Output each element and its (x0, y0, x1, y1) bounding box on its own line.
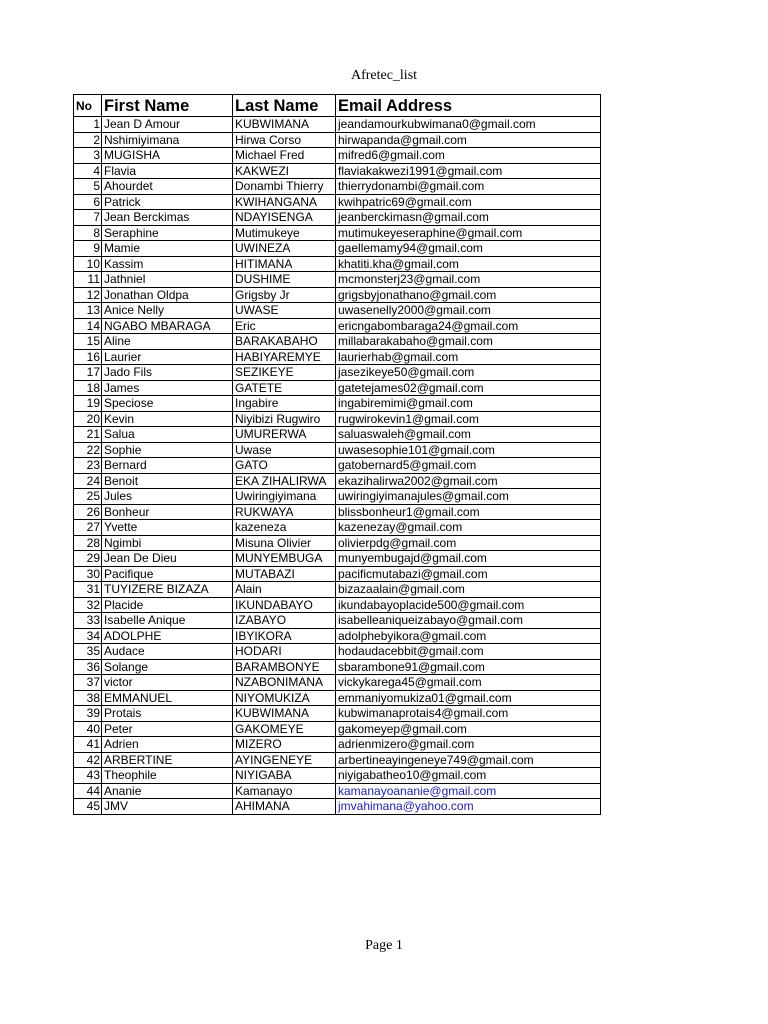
cell-email: niyigabatheo10@gmail.com (336, 768, 601, 784)
cell-email: uwiringiyimanajules@gmail.com (336, 489, 601, 505)
cell-last-name: MIZERO (233, 737, 336, 753)
table-row (74, 163, 601, 179)
cell-no: 9 (74, 241, 102, 257)
cell-email: bizazaalain@gmail.com (336, 582, 601, 598)
cell-email: uwasenelly2000@gmail.com (336, 303, 601, 319)
cell-last-name: Uwase (233, 442, 336, 458)
cell-email: jeanberckimasn@gmail.com (336, 210, 601, 226)
cell-last-name: KUBWIMANA (233, 117, 336, 133)
cell-email: mcmonsterj23@gmail.com (336, 272, 601, 288)
cell-email: adolphebyikora@gmail.com (336, 628, 601, 644)
cell-email: gatetejames02@gmail.com (336, 380, 601, 396)
table-row (74, 117, 601, 133)
cell-last-name: BARAKABAHO (233, 334, 336, 350)
table-row (74, 442, 601, 458)
cell-last-name: UMURERWA (233, 427, 336, 443)
cell-no: 20 (74, 411, 102, 427)
cell-first-name: James (102, 380, 233, 396)
cell-last-name: Mutimukeye (233, 225, 336, 241)
cell-email: ericngabombaraga24@gmail.com (336, 318, 601, 334)
table-row (74, 132, 601, 148)
cell-first-name: JMV (102, 799, 233, 815)
cell-email: emmaniyomukiza01@gmail.com (336, 690, 601, 706)
table-row (74, 272, 601, 288)
table-row (74, 318, 601, 334)
cell-no: 7 (74, 210, 102, 226)
cell-no: 24 (74, 473, 102, 489)
cell-last-name: SEZIKEYE (233, 365, 336, 381)
table-row (74, 566, 601, 582)
cell-first-name: victor (102, 675, 233, 691)
table-row (74, 256, 601, 272)
table-row (74, 582, 601, 598)
cell-no: 25 (74, 489, 102, 505)
cell-last-name: DUSHIME (233, 272, 336, 288)
cell-no: 33 (74, 613, 102, 629)
cell-first-name: Flavia (102, 163, 233, 179)
cell-last-name: EKA ZIHALIRWA (233, 473, 336, 489)
cell-first-name: Seraphine (102, 225, 233, 241)
table-row (74, 737, 601, 753)
cell-no: 5 (74, 179, 102, 195)
cell-no: 11 (74, 272, 102, 288)
cell-no: 8 (74, 225, 102, 241)
cell-email: laurierhab@gmail.com (336, 349, 601, 365)
cell-no: 34 (74, 628, 102, 644)
cell-first-name: Kassim (102, 256, 233, 272)
cell-no: 13 (74, 303, 102, 319)
cell-last-name: Donambi Thierry (233, 179, 336, 195)
table-row (74, 659, 601, 675)
cell-first-name: ARBERTINE (102, 752, 233, 768)
cell-last-name: Hirwa Corso (233, 132, 336, 148)
cell-first-name: Adrien (102, 737, 233, 753)
cell-email: sbarambone91@gmail.com (336, 659, 601, 675)
table-row (74, 380, 601, 396)
contact-table (73, 94, 601, 815)
table-row (74, 504, 601, 520)
table-row (74, 179, 601, 195)
cell-email: rugwirokevin1@gmail.com (336, 411, 601, 427)
cell-last-name: UWINEZA (233, 241, 336, 257)
table-row (74, 644, 601, 660)
cell-email: gatobernard5@gmail.com (336, 458, 601, 474)
table-row (74, 721, 601, 737)
cell-first-name: Jean Berckimas (102, 210, 233, 226)
table-row (74, 194, 601, 210)
cell-last-name: MUNYEMBUGA (233, 551, 336, 567)
table-row (74, 148, 601, 164)
cell-first-name: Salua (102, 427, 233, 443)
cell-email: ikundabayoplacide500@gmail.com (336, 597, 601, 613)
cell-last-name: NIYOMUKIZA (233, 690, 336, 706)
cell-first-name: Speciose (102, 396, 233, 412)
cell-no: 23 (74, 458, 102, 474)
cell-first-name: Jado Fils (102, 365, 233, 381)
table-row (74, 427, 601, 443)
cell-email: olivierpdg@gmail.com (336, 535, 601, 551)
cell-first-name: Jean De Dieu (102, 551, 233, 567)
cell-last-name: Eric (233, 318, 336, 334)
header-no: No (74, 95, 102, 117)
cell-first-name: Mamie (102, 241, 233, 257)
cell-email: hirwapanda@gmail.com (336, 132, 601, 148)
cell-last-name: NZABONIMANA (233, 675, 336, 691)
table-header-row (74, 95, 601, 117)
cell-last-name: Kamanayo (233, 783, 336, 799)
cell-last-name: AYINGENEYE (233, 752, 336, 768)
cell-email: arbertineayingeneye749@gmail.com (336, 752, 601, 768)
cell-no: 16 (74, 349, 102, 365)
document-title: Afretec_list (350, 68, 418, 83)
cell-email: vickykarega45@gmail.com (336, 675, 601, 691)
header-first-name: First Name (102, 95, 233, 117)
cell-last-name: NIYIGABA (233, 768, 336, 784)
table-row (74, 799, 601, 815)
cell-no: 2 (74, 132, 102, 148)
table-row (74, 613, 601, 629)
table-row (74, 690, 601, 706)
table-row (74, 365, 601, 381)
page-number: Page 1 (365, 938, 403, 953)
cell-no: 42 (74, 752, 102, 768)
cell-last-name: Misuna Olivier (233, 535, 336, 551)
cell-first-name: Aline (102, 334, 233, 350)
cell-last-name: UWASE (233, 303, 336, 319)
cell-last-name: GAKOMEYE (233, 721, 336, 737)
table-row (74, 551, 601, 567)
cell-last-name: KUBWIMANA (233, 706, 336, 722)
cell-email: jeandamourkubwimana0@gmail.com (336, 117, 601, 133)
table-row (74, 768, 601, 784)
cell-email: hodaudacebbit@gmail.com (336, 644, 601, 660)
email-link[interactable]: kamanayoananie@gmail.com (336, 783, 601, 799)
cell-last-name: KWIHANGANA (233, 194, 336, 210)
cell-first-name: Sophie (102, 442, 233, 458)
table-row (74, 287, 601, 303)
table-row (74, 334, 601, 350)
cell-no: 44 (74, 783, 102, 799)
cell-first-name: Ahourdet (102, 179, 233, 195)
cell-last-name: HABIYAREMYE (233, 349, 336, 365)
cell-first-name: Patrick (102, 194, 233, 210)
cell-email: isabelleaniqueizabayo@gmail.com (336, 613, 601, 629)
cell-no: 19 (74, 396, 102, 412)
cell-no: 45 (74, 799, 102, 815)
table-row (74, 675, 601, 691)
cell-first-name: Ngimbi (102, 535, 233, 551)
cell-no: 27 (74, 520, 102, 536)
cell-email: mutimukeyeseraphine@gmail.com (336, 225, 601, 241)
cell-no: 39 (74, 706, 102, 722)
cell-no: 43 (74, 768, 102, 784)
cell-first-name: Theophile (102, 768, 233, 784)
cell-no: 18 (74, 380, 102, 396)
cell-no: 4 (74, 163, 102, 179)
cell-first-name: Jonathan Oldpa (102, 287, 233, 303)
header-last-name: Last Name (233, 95, 336, 117)
table-row (74, 210, 601, 226)
cell-no: 10 (74, 256, 102, 272)
cell-email: kwihpatric69@gmail.com (336, 194, 601, 210)
cell-last-name: KAKWEZI (233, 163, 336, 179)
cell-last-name: Uwiringiyimana (233, 489, 336, 505)
cell-no: 17 (74, 365, 102, 381)
cell-email: saluaswaleh@gmail.com (336, 427, 601, 443)
cell-no: 41 (74, 737, 102, 753)
table-row (74, 752, 601, 768)
cell-first-name: Nshimiyimana (102, 132, 233, 148)
cell-no: 26 (74, 504, 102, 520)
table-row (74, 473, 601, 489)
cell-email: thierrydonambi@gmail.com (336, 179, 601, 195)
cell-no: 28 (74, 535, 102, 551)
table-row (74, 628, 601, 644)
cell-no: 6 (74, 194, 102, 210)
cell-first-name: NGABO MBARAGA (102, 318, 233, 334)
cell-no: 12 (74, 287, 102, 303)
cell-first-name: MUGISHA (102, 148, 233, 164)
cell-first-name: EMMANUEL (102, 690, 233, 706)
cell-last-name: Grigsby Jr (233, 287, 336, 303)
cell-last-name: kazeneza (233, 520, 336, 536)
cell-no: 35 (74, 644, 102, 660)
table-row (74, 458, 601, 474)
cell-last-name: Alain (233, 582, 336, 598)
table-row (74, 706, 601, 722)
cell-first-name: Anice Nelly (102, 303, 233, 319)
cell-last-name: GATO (233, 458, 336, 474)
table-row (74, 225, 601, 241)
cell-email: khatiti.kha@gmail.com (336, 256, 601, 272)
cell-first-name: Isabelle Anique (102, 613, 233, 629)
table-row (74, 520, 601, 536)
cell-last-name: BARAMBONYE (233, 659, 336, 675)
cell-email: gaellemamy94@gmail.com (336, 241, 601, 257)
cell-email: gakomeyep@gmail.com (336, 721, 601, 737)
cell-email: blissbonheur1@gmail.com (336, 504, 601, 520)
cell-last-name: GATETE (233, 380, 336, 396)
cell-first-name: Pacifique (102, 566, 233, 582)
cell-email: kazenezay@gmail.com (336, 520, 601, 536)
cell-email: adrienmizero@gmail.com (336, 737, 601, 753)
cell-first-name: Jathniel (102, 272, 233, 288)
cell-last-name: Ingabire (233, 396, 336, 412)
cell-no: 14 (74, 318, 102, 334)
cell-last-name: Michael Fred (233, 148, 336, 164)
cell-last-name: IBYIKORA (233, 628, 336, 644)
cell-email: pacificmutabazi@gmail.com (336, 566, 601, 582)
cell-no: 31 (74, 582, 102, 598)
cell-first-name: Yvette (102, 520, 233, 536)
table-body (74, 117, 601, 815)
cell-last-name: RUKWAYA (233, 504, 336, 520)
cell-first-name: Jules (102, 489, 233, 505)
table-row (74, 597, 601, 613)
cell-no: 40 (74, 721, 102, 737)
cell-no: 3 (74, 148, 102, 164)
cell-last-name: NDAYISENGA (233, 210, 336, 226)
cell-no: 21 (74, 427, 102, 443)
table-row (74, 489, 601, 505)
cell-first-name: Peter (102, 721, 233, 737)
cell-no: 38 (74, 690, 102, 706)
cell-email: mifred6@gmail.com (336, 148, 601, 164)
cell-first-name: Ananie (102, 783, 233, 799)
header-email: Email Address (336, 95, 601, 117)
cell-first-name: TUYIZERE BIZAZA (102, 582, 233, 598)
cell-first-name: Kevin (102, 411, 233, 427)
cell-no: 37 (74, 675, 102, 691)
table-row (74, 396, 601, 412)
cell-first-name: Solange (102, 659, 233, 675)
cell-first-name: Bonheur (102, 504, 233, 520)
cell-first-name: Protais (102, 706, 233, 722)
cell-email: grigsbyjonathano@gmail.com (336, 287, 601, 303)
cell-no: 32 (74, 597, 102, 613)
cell-last-name: IZABAYO (233, 613, 336, 629)
cell-last-name: HODARI (233, 644, 336, 660)
table-row (74, 535, 601, 551)
cell-email: flaviakakwezi1991@gmail.com (336, 163, 601, 179)
cell-email: kubwimanaprotais4@gmail.com (336, 706, 601, 722)
cell-first-name: Jean D Amour (102, 117, 233, 133)
cell-no: 36 (74, 659, 102, 675)
cell-last-name: AHIMANA (233, 799, 336, 815)
cell-no: 22 (74, 442, 102, 458)
table-row (74, 411, 601, 427)
cell-email: ekazihalirwa2002@gmail.com (336, 473, 601, 489)
cell-first-name: Benoit (102, 473, 233, 489)
cell-last-name: HITIMANA (233, 256, 336, 272)
cell-email: munyembugajd@gmail.com (336, 551, 601, 567)
cell-email: ingabiremimi@gmail.com (336, 396, 601, 412)
cell-first-name: Audace (102, 644, 233, 660)
cell-no: 15 (74, 334, 102, 350)
table-row (74, 783, 601, 799)
cell-no: 30 (74, 566, 102, 582)
table-row (74, 241, 601, 257)
cell-email: millabarakabaho@gmail.com (336, 334, 601, 350)
cell-no: 1 (74, 117, 102, 133)
cell-last-name: MUTABAZI (233, 566, 336, 582)
cell-email: uwasesophie101@gmail.com (336, 442, 601, 458)
cell-last-name: Niyibizi Rugwiro (233, 411, 336, 427)
cell-first-name: ADOLPHE (102, 628, 233, 644)
email-link[interactable]: jmvahimana@yahoo.com (336, 799, 601, 815)
cell-first-name: Placide (102, 597, 233, 613)
table-row (74, 349, 601, 365)
cell-first-name: Bernard (102, 458, 233, 474)
cell-first-name: Laurier (102, 349, 233, 365)
cell-last-name: IKUNDABAYO (233, 597, 336, 613)
table-row (74, 303, 601, 319)
cell-email: jasezikeye50@gmail.com (336, 365, 601, 381)
cell-no: 29 (74, 551, 102, 567)
